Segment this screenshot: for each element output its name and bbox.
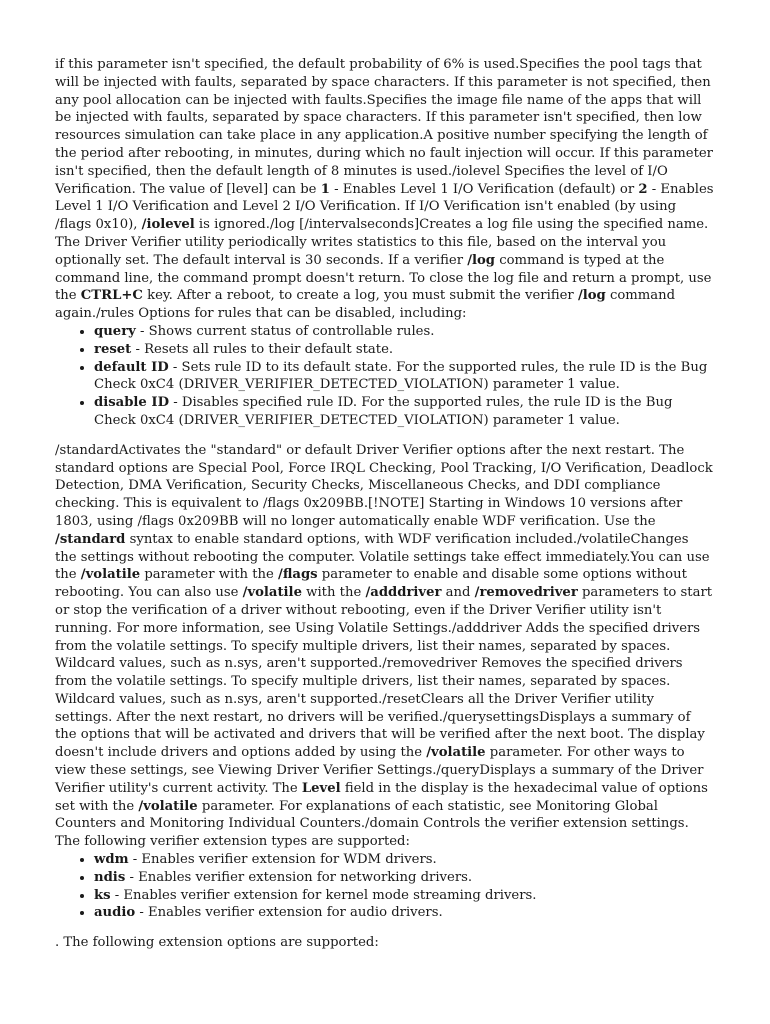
list-item bbox=[94, 851, 714, 869]
extension-types-list bbox=[55, 851, 714, 922]
bold-level-2: 2 bbox=[638, 181, 648, 197]
text-run: - Enables Level 1 I/O Verification and Level 2 I/O Verification. If I/O Verification isn't enabled (by using /flags 0x10), bbox=[55, 181, 714, 233]
bold-level-1: 1 bbox=[320, 181, 330, 197]
list-item-term: disable ID bbox=[94, 395, 170, 411]
text-run: key. After a reboot, to create a log, you must submit the verifier bbox=[142, 288, 578, 304]
text-run: parameter. For explanations of each statistic, see Monitoring Global Counters and Monitoring Individual Counters./domain Controls the verifier extension settings. The following verifier extension types are supported: bbox=[55, 798, 689, 850]
text-run: syntax to enable standard options, with WDF verification included./volatileChanges the settings without rebooting the computer. Volatile settings take effect immediately.You can use the bbox=[55, 531, 710, 583]
bold-flags: /flags bbox=[278, 567, 318, 583]
list-item-desc: - Shows current status of controllable rules. bbox=[135, 323, 435, 339]
text-run: parameter with the bbox=[140, 567, 278, 583]
bold-standard: /standard bbox=[55, 531, 126, 547]
bold-log: /log bbox=[577, 288, 606, 304]
list-item-term: query bbox=[94, 323, 136, 339]
text-run: - Enables Level 1 I/O Verification (default) or bbox=[329, 181, 639, 197]
list-item-desc: - Disables specified rule ID. For the supported rules, the rule ID is the Bug Check 0xC4 (DRIVER_VERIFIER_DETECTED_VIOLATION) parameter 1 value. bbox=[94, 395, 673, 428]
list-item-desc: - Enables verifier extension for WDM drivers. bbox=[128, 852, 437, 868]
list-item-desc: - Enables verifier extension for kernel mode streaming drivers. bbox=[110, 887, 537, 903]
bold-adddriver: /adddriver bbox=[365, 585, 442, 601]
text-run: field in the display is the hexadecimal value of options set with the bbox=[55, 780, 708, 814]
list-item-term: reset bbox=[94, 341, 132, 357]
paragraph-standard-volatile bbox=[55, 442, 714, 851]
list-item-desc: - Enables verifier extension for networking drivers. bbox=[125, 869, 473, 885]
list-item-desc: - Enables verifier extension for audio drivers. bbox=[135, 905, 443, 921]
list-item bbox=[94, 887, 714, 905]
text-run: command is typed at the command line, the command prompt doesn't return. To close the log file and return a prompt, use the bbox=[55, 252, 712, 304]
list-item bbox=[94, 341, 714, 359]
rules-options-list bbox=[55, 323, 714, 430]
list-item bbox=[94, 904, 714, 922]
bold-level: Level bbox=[301, 780, 341, 796]
bold-ctrl-c: CTRL+C bbox=[80, 288, 143, 304]
bold-volatile: /volatile bbox=[426, 745, 486, 761]
list-item-desc: - Sets rule ID to its default state. For the supported rules, the rule ID is the Bug Check 0xC4 (DRIVER_VERIFIER_DETECTED_VIOLATION) parameter 1 value. bbox=[94, 359, 708, 393]
text-run: command again./rules Options for rules that can be disabled, including: bbox=[55, 288, 676, 322]
list-item bbox=[94, 869, 714, 887]
text-run: parameters to start or stop the verification of a driver without rebooting, even if the Driver Verifier utility isn't running. For more information, see Using Volatile Settings./adddriver Adds the specified drivers from the volatile settings. To specify multiple drivers, list their names, separated by spaces. Wildcard values, such as n.sys, aren't supported./removedriver Removes the specified drivers from the volatile settings. To specify multiple drivers, list their names, separated by spaces. Wildcard values, such as n.sys, aren't supported./resetClears all the Driver Verifier utility settings. After the next restart, no drivers will be verified./querysettingsDisplays a summary of the options that will be activated and drivers that will be verified after the next boot. The display doesn't include drivers and options added by using the bbox=[55, 585, 713, 761]
list-item bbox=[94, 359, 714, 395]
paragraph-fault-injection bbox=[55, 56, 714, 323]
list-item bbox=[94, 394, 714, 430]
text-run: with the bbox=[301, 585, 366, 601]
text-run: and bbox=[441, 585, 475, 601]
text-run: is ignored./log [/intervalseconds]Creates a log file using the specified name. The Driver Verifier utility periodically writes statistics to this file, based on the interval you optionally set. The default interval is 30 seconds. If a verifier bbox=[55, 217, 709, 268]
bold-volatile: /volatile bbox=[242, 585, 302, 601]
bold-volatile: /volatile bbox=[80, 567, 141, 583]
list-item-term: wdm bbox=[94, 852, 129, 868]
list-item-term: audio bbox=[94, 905, 136, 921]
list-item-desc: - Resets all rules to their default state. bbox=[131, 341, 394, 357]
paragraph-extension-options: . The following extension options are supported: bbox=[55, 935, 379, 951]
text-run: parameter to enable and disable some options without rebooting. You can also use bbox=[55, 567, 687, 601]
bold-log: /log bbox=[467, 252, 496, 268]
list-item bbox=[94, 323, 714, 341]
list-item-term: default ID bbox=[94, 359, 169, 375]
bold-removedriver: /removedriver bbox=[474, 585, 578, 601]
bold-iolevel: /iolevel bbox=[141, 217, 195, 233]
text-run: parameter. For other ways to view these settings, see Viewing Driver Verifier Settings./queryDisplays a summary of the Driver Verifier utility's current activity. The bbox=[55, 745, 704, 796]
text-run: if this parameter isn't specified, the default probability of 6% is used.Specifies the pool tags that will be injected with faults, separated by space characters. If this parameter is not specified, then any pool allocation can be injected with faults.Specifies the image file name of the apps that will be injected with faults, separated by space characters. If this parameter isn't specified, then low resources simulation can take place in any application.A positive number specifying the length of the period after rebooting, in minutes, during which no fault injection will occur. If this parameter isn't specified, then the default length of 8 minutes is used./iolevel Specifies the level of I/O Verification. The value of [level] can be bbox=[55, 57, 713, 197]
bold-volatile: /volatile bbox=[138, 798, 198, 814]
list-item-term: ndis bbox=[94, 869, 126, 885]
text-run: /standardActivates the "standard" or default Driver Verifier options after the next restart. The standard options are Special Pool, Force IRQL Checking, Pool Tracking, I/O Verification, Deadlock Detection, DMA Verification, Security Checks, Miscellaneous Checks, and DDI compliance checking. This is equivalent to /flags 0x209BB.[!NOTE] Starting in Windows 10 versions after 1803, using /flags 0x209BB will no longer automatically enable WDF verification. Use the bbox=[55, 442, 713, 529]
list-item-term: ks bbox=[94, 887, 111, 903]
